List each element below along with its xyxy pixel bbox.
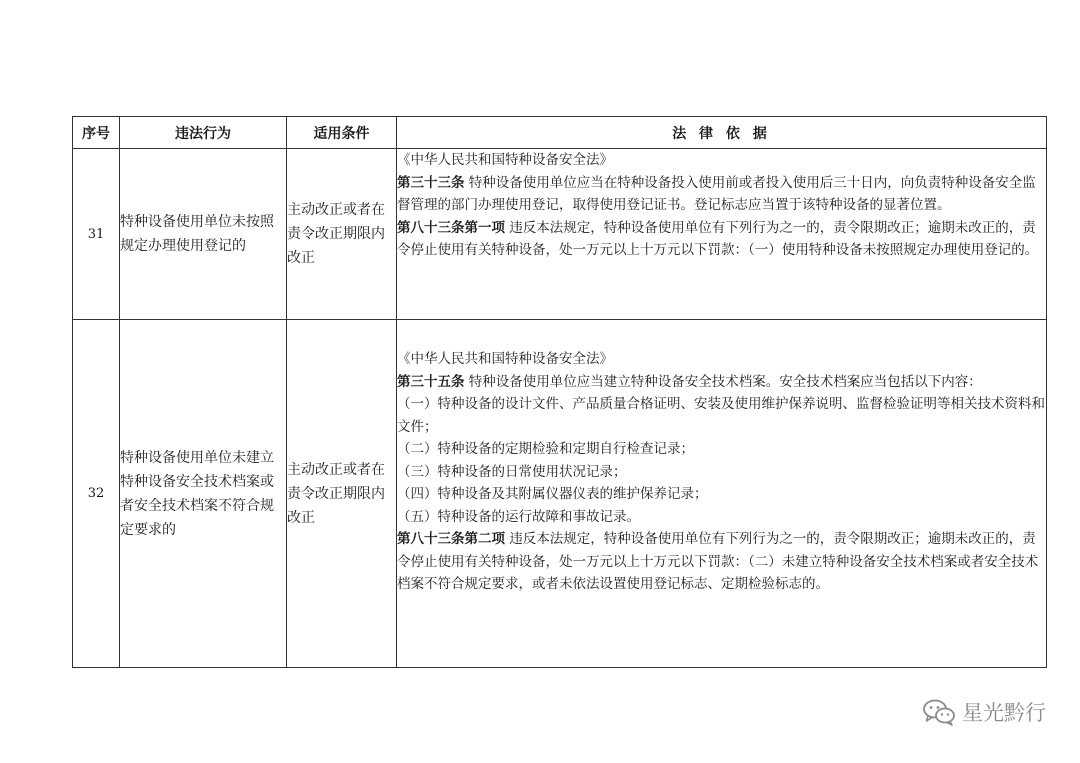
basis-paragraph bbox=[397, 528, 1046, 596]
basis-paragraph bbox=[397, 438, 1046, 461]
article-text: （三）特种设备的日常使用状况记录； bbox=[397, 463, 627, 480]
header-no: 序号 bbox=[73, 117, 120, 149]
row-number: 31 bbox=[73, 149, 120, 320]
violation-cell: 特种设备使用单位未按照规定办理使用登记的 bbox=[120, 149, 287, 320]
table-row bbox=[73, 320, 1047, 668]
condition-cell: 主动改正或者在责令改正期限内改正 bbox=[287, 320, 397, 668]
legal-basis-cell bbox=[397, 320, 1047, 668]
article-text: 特种设备使用单位应当在特种设备投入使用前或者投入使用后三十日内，向负责特种设备安全监督管理的部门办理使用登记，取得使用登记证书。登记标志应当置于该特种设备的显著位置。 bbox=[397, 174, 1036, 213]
table-row bbox=[73, 149, 1047, 320]
header-legal-basis: 法 律 依 据 bbox=[397, 117, 1047, 149]
article-text: （四）特种设备及其附属仪器仪表的维护保养记录； bbox=[397, 486, 708, 502]
law-table bbox=[72, 116, 1047, 668]
basis-paragraph bbox=[397, 461, 1046, 484]
table-header-row bbox=[73, 117, 1047, 149]
basis-paragraph bbox=[397, 348, 1046, 371]
row-number: 32 bbox=[73, 320, 120, 668]
article-label: 第八十三条第一项 bbox=[397, 219, 505, 236]
basis-paragraph bbox=[397, 393, 1046, 438]
basis-paragraph bbox=[397, 172, 1046, 217]
article-label: 第八十三条第二项 bbox=[397, 531, 505, 547]
header-violation: 违法行为 bbox=[120, 117, 287, 149]
article-text: 《中华人民共和国特种设备安全法》 bbox=[397, 351, 613, 367]
article-text: （一）特种设备的设计文件、产品质量合格证明、安装及使用维护保养说明、监督检验证明等相关技术资料和文件； bbox=[397, 396, 1045, 435]
basis-paragraph bbox=[397, 483, 1046, 506]
article-text: 《中华人民共和国特种设备安全法》 bbox=[397, 152, 613, 168]
article-label: 第三十三条 bbox=[397, 174, 465, 191]
watermark bbox=[922, 697, 1046, 727]
basis-paragraph bbox=[397, 149, 1046, 172]
basis-paragraph bbox=[397, 506, 1046, 529]
header-condition: 适用条件 bbox=[287, 117, 397, 149]
legal-basis-cell bbox=[397, 149, 1047, 320]
article-text: 特种设备使用单位应当建立特种设备安全技术档案。安全技术档案应当包括以下内容： bbox=[464, 373, 982, 390]
article-text: 违反本法规定，特种设备使用单位有下列行为之一的，责令限期改正；逾期未改正的，责令停止使用有关特种设备，处一万元以上十万元以下罚款：（二）未建立特种设备安全技术档案或者安全技术档案不符合规定要求，或者未依法设置使用登记标志、定期检验标志的。 bbox=[397, 531, 1039, 592]
basis-paragraph bbox=[397, 217, 1046, 262]
basis-paragraph bbox=[397, 371, 1046, 394]
article-text: 违反本法规定，特种设备使用单位有下列行为之一的，责令限期改正；逾期未改正的，责令停止使用有关特种设备，处一万元以上十万元以下罚款：（一）使用特种设备未按照规定办理使用登记的。 bbox=[397, 219, 1039, 258]
article-text: （二）特种设备的定期检验和定期自行检查记录； bbox=[397, 441, 694, 457]
watermark-text: 星光黔行 bbox=[962, 701, 1046, 725]
violation-cell: 特种设备使用单位未建立特种设备安全技术档案或者安全技术档案不符合规定要求的 bbox=[120, 320, 287, 668]
wechat-icon bbox=[922, 698, 956, 726]
condition-cell: 主动改正或者在责令改正期限内改正 bbox=[287, 149, 397, 320]
article-label: 第三十五条 bbox=[397, 373, 465, 390]
article-text: （五）特种设备的运行故障和事故记录。 bbox=[397, 508, 640, 525]
